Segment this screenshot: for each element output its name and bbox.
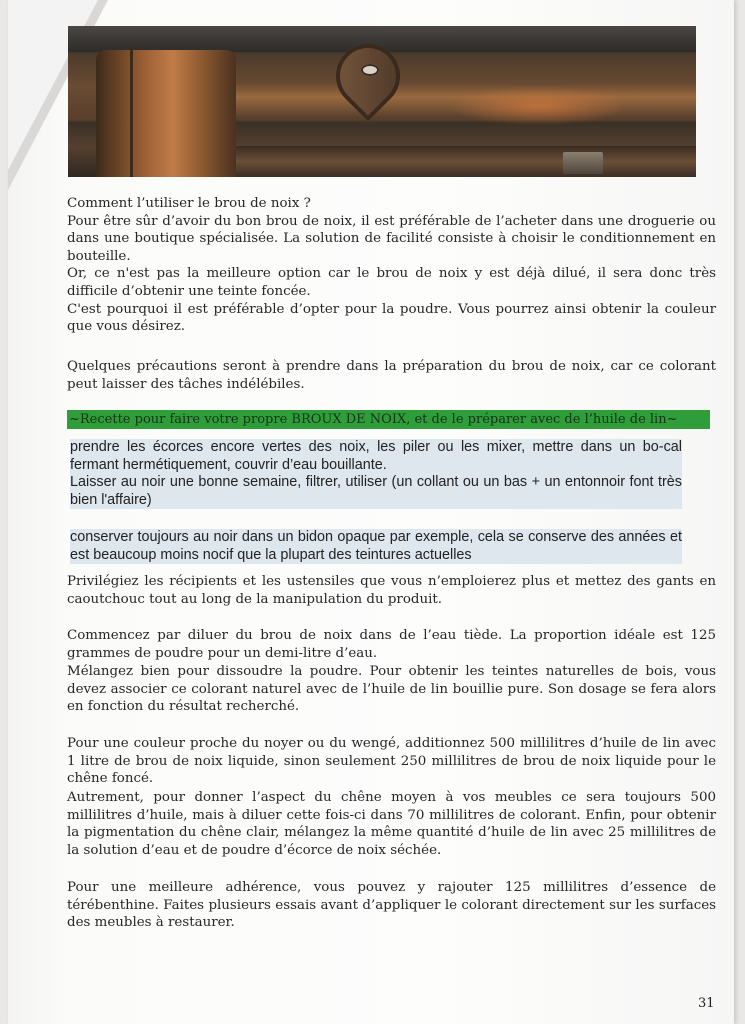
storage-note: conserver toujours au noir dans un bidon opaque par exemple, cela se conserve des années et est beaucoup moins nocif que la plupart des teintures actuelles <box>70 529 682 563</box>
latch-icon <box>563 152 603 174</box>
recipe-steps <box>70 439 682 509</box>
intro-paragraph: C'est pourquoi il est préférable d’opter pour la poudre. Vous pourrez ainsi obtenir la couleur que vous désirez. <box>67 301 716 335</box>
body-paragraph: Mélangez bien pour dissoudre la poudre. Pour obtenir les teintes naturelles de bois, vous devez associer ce colorant naturel avec de l’huile de lin bouillie pure. Son dosage se fera alors en fonction du résultat recherché. <box>67 664 716 715</box>
section-heading: Comment l’utiliser le brou de noix ? <box>67 196 311 211</box>
intro-paragraph: Or, ce n'est pas la meilleure option car le brou de noix y est déjà dilué, il sera donc très difficile d’obtenir une teinte foncée. <box>67 266 716 299</box>
body-paragraph: Autrement, pour donner l’aspect du chêne moyen à vos meubles ce sera toujours 500 millilitres d’huile, mais à diluer cette fois-ci dans 70 millilitres de colorant. Enfin, pour obtenir la pigmentation du chêne clair, mélangez la même quantité d’huile de lin avec 25 millilitres de la solution d’eau et de poudre d’écorce de noix séchée. <box>67 790 716 858</box>
body-paragraph: Commencez par diluer du brou de noix dans de l’eau tiède. La proportion idéale est 125 grammes de poudre pour un demi-litre d’eau. <box>67 628 716 661</box>
recipe-step: prendre les écorces encore vertes des noix, les piler ou les mixer, mettre dans un bo-cal fermant hermétiquement, couvrir d’eau bouillante. <box>70 439 682 473</box>
wooden-furniture-photo <box>68 26 696 177</box>
body-paragraph: Pour une meilleure adhérence, vous pouvez y rajouter 125 millilitres d’essence de térébenthine. Faites plusieurs essais avant d’appliquer le colorant directement sur les surfaces des meubles à restaurer. <box>67 880 716 931</box>
recipe-step: Laisser au noir une bonne semaine, filtrer, utiliser (un collant ou un bas + un entonnoir font très bien l'affaire) <box>70 474 682 508</box>
intro-section <box>67 195 716 336</box>
precautions-paragraph: Quelques précautions seront à prendre dans la préparation du brou de noix, car ce colorant peut laisser des tâches indélébiles. <box>67 359 716 392</box>
intro-paragraph: Pour être sûr d’avoir du bon brou de noix, il est préférable de l’acheter dans une droguerie ou dans une boutique spécialisée. La solution de facilité consiste à choisir le conditionnement en bouteille. <box>67 213 716 264</box>
body-paragraph: Privilégiez les récipients et les ustensiles que vous n’emploierez plus et mettez des gants en caoutchouc tout au long de la manipulation du produit. <box>67 574 716 607</box>
page-number: 31 <box>698 996 715 1011</box>
body-paragraph: Pour une couleur proche du noyer ou du wengé, additionnez 500 millilitres d’huile de lin avec 1 litre de brou de noix liquide, sinon seulement 250 millilitres de brou de noix liquide pour le chêne foncé. <box>67 736 716 787</box>
recipe-banner: ~Recette pour faire votre propre BROUX DE NOIX, et de le préparer avec de l’huile de lin~ <box>67 410 710 429</box>
